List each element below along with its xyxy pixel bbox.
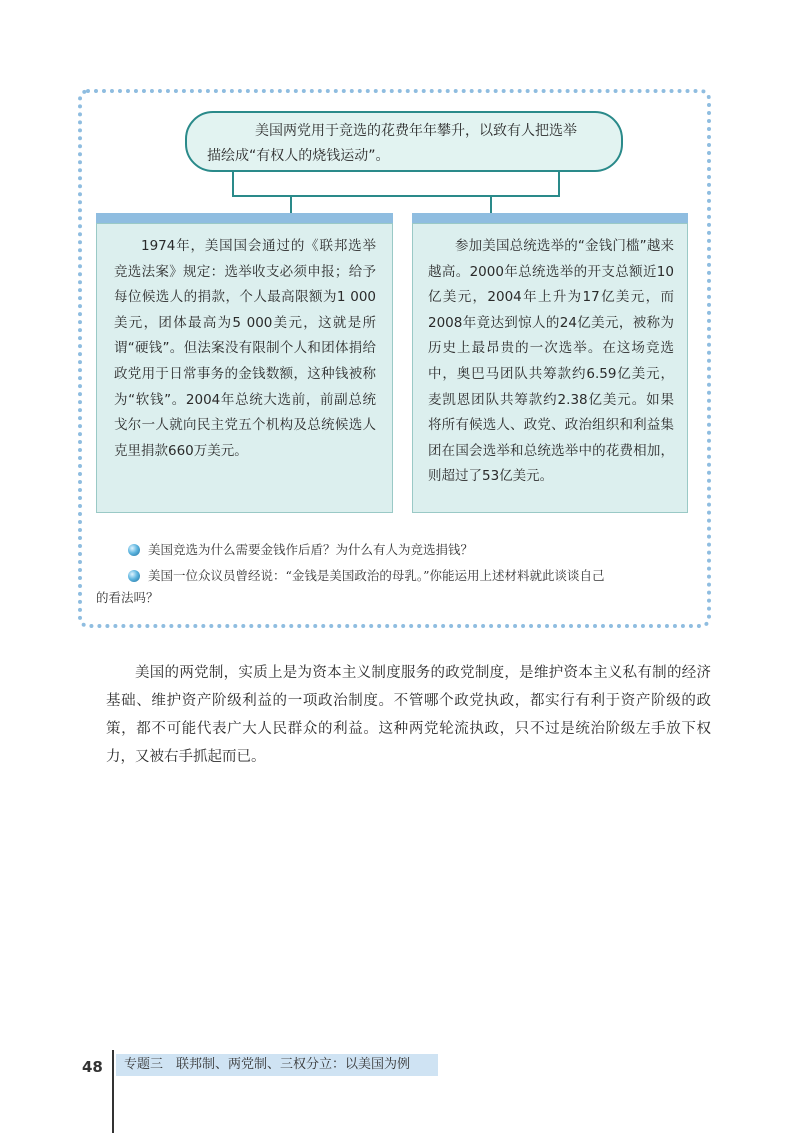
bullet-icon [128, 544, 140, 556]
bullet-icon [128, 570, 140, 582]
question-2 [80, 566, 605, 586]
connector-right-down [558, 172, 560, 196]
footer-rule [112, 1050, 114, 1133]
summary-bubble [185, 111, 623, 172]
connector-left-down [232, 172, 234, 196]
connector-right-panel [490, 195, 492, 213]
bubble-line-2: 描绘成“有权人的烧钱运动”。 [207, 148, 390, 164]
bubble-line-1: 美国两党用于竞选的花费年年攀升，以致有人把选举 [255, 123, 577, 139]
question-2-text: 美国一位众议员曾经说：“金钱是美国政治的母乳。”你能运用上述材料就此谈谈自己 [148, 568, 605, 583]
right-panel-header-bar [412, 213, 688, 223]
question-1 [80, 540, 473, 560]
left-panel-text: 1974年，美国国会通过的《联邦选举竞选法案》规定：选举收支必须申报；给予每位候选人的捐款，个人最高限额为1 000美元，团体最高为5 000美元，这就是所谓“硬钱”。但法案没有限制个人和团体捐给政党用于日常事务的金钱数额，这种钱被称为“软钱”。2004年总统大选前，前副总统戈尔一人就向民主党五个机构及总统候选人克里捐款660万美元。 [114, 238, 376, 459]
question-2-text-cont: 的看法吗？ [96, 590, 159, 605]
page-number: 48 [82, 1058, 103, 1076]
body-paragraph: 美国的两党制，实质上是为资本主义制度服务的政党制度，是维护资本主义私有制的经济基础、维护资产阶级利益的一项政治制度。不管哪个政党执政，都实行有利于资产阶级的政策，都不可能代表广大人民群众的利益。这种两党轮流执政，只不过是统治阶级左手放下权力，又被右手抓起而已。 [106, 665, 711, 765]
question-2-cont [96, 588, 159, 608]
chapter-title: 专题三 联邦制、两党制、三权分立：以美国为例 [116, 1054, 438, 1076]
right-panel-text: 参加美国总统选举的“金钱门槛”越来越高。2000年总统选举的开支总额近10亿美元，2004年上升为17亿美元，而2008年竟达到惊人的24亿美元，被称为历史上最昂贵的一次选举。在这场竞选中，奥巴马团队共筹款约6.59亿美元，麦凯恩团队共筹款约2.38亿美元。如果将所有候选人、政党、政治组织和利益集团在国会选举和总统选举中的花费相加，则超过了53亿美元。 [428, 238, 674, 485]
connector-horizontal [232, 195, 560, 197]
connector-left-panel [290, 195, 292, 213]
question-1-text: 美国竞选为什么需要金钱作后盾？为什么有人为竞选捐钱？ [148, 542, 474, 557]
left-panel-header-bar [96, 213, 393, 223]
